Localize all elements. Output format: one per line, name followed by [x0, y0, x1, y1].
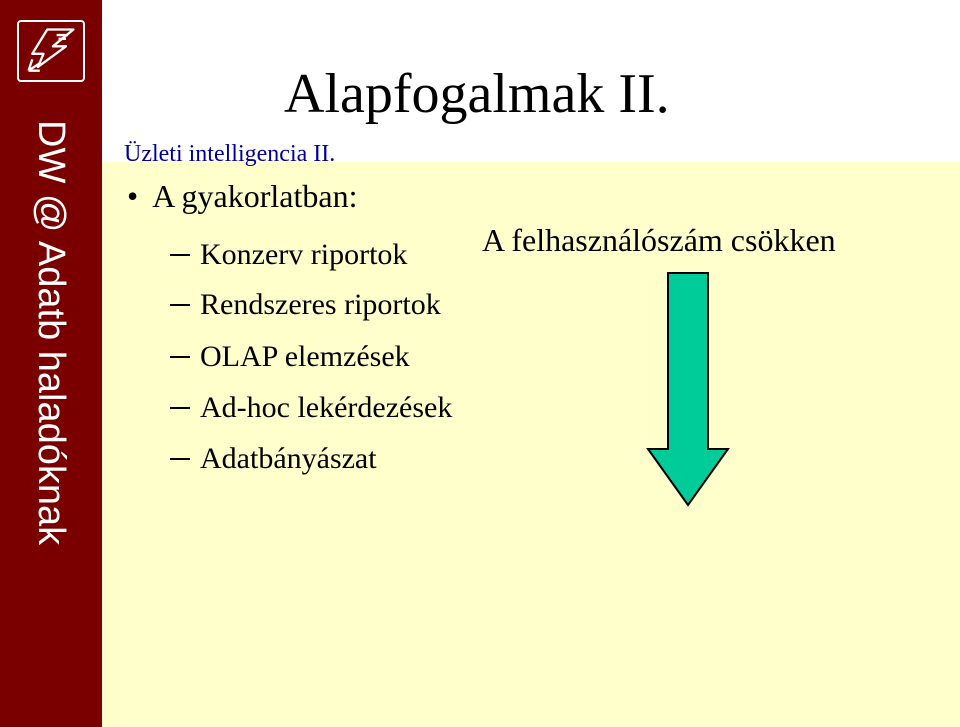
- list-item-text: Konzerv riportok: [200, 238, 408, 271]
- list-item: [170, 240, 407, 270]
- dash-icon: [170, 254, 190, 256]
- sidebar: [0, 0, 102, 727]
- list-item: [170, 290, 441, 320]
- list-item-text: Adatbányászat: [200, 442, 377, 475]
- dash-icon: [170, 356, 190, 358]
- list-item-text: Ad-hoc lekérdezések: [200, 391, 453, 424]
- user-count-note: A felhasználószám csökken: [482, 222, 836, 258]
- list-item: [170, 444, 377, 474]
- dash-icon: [170, 458, 190, 460]
- dash-icon: [170, 407, 190, 409]
- sidebar-vertical-title: DW @ Adatb haladóknak: [30, 120, 72, 546]
- bullet-text: A gyakorlatban:: [152, 178, 358, 214]
- lightning-logo-icon: [17, 20, 85, 82]
- slide-subtitle: Üzleti intelligencia II.: [124, 141, 336, 167]
- list-item-text: Rendszeres riportok: [200, 288, 441, 321]
- list-item-text: OLAP elemzések: [200, 340, 410, 373]
- list-item: [170, 393, 452, 423]
- bullet-dot-icon: •: [127, 178, 139, 214]
- bullet-item: [127, 180, 357, 212]
- slide-title: Alapfogalmak II.: [284, 63, 670, 125]
- dash-icon: [170, 304, 190, 306]
- down-arrow-icon: [646, 271, 730, 507]
- list-item: [170, 342, 410, 372]
